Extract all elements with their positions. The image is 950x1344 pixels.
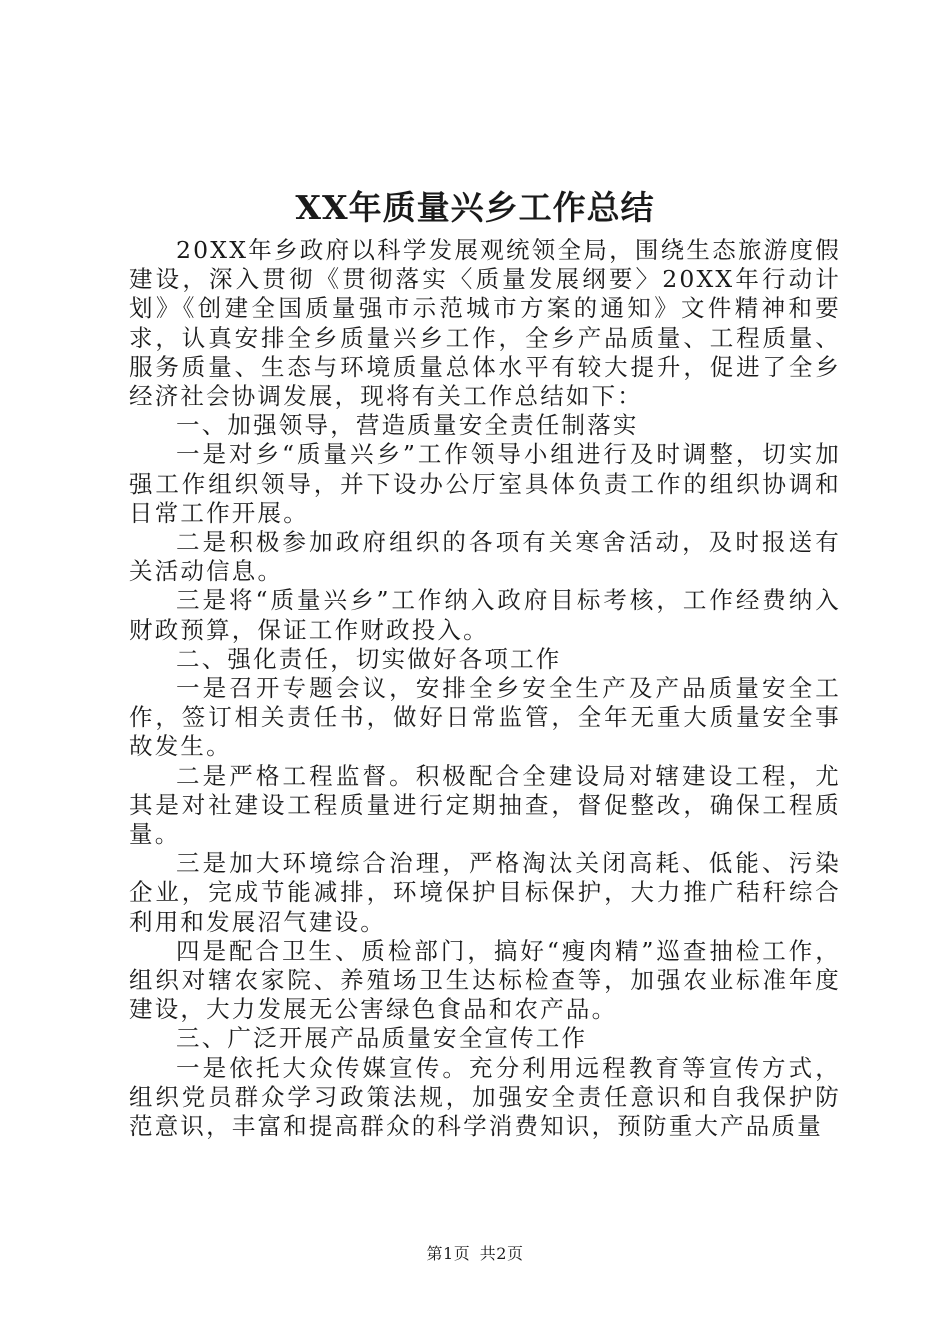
- paragraph: 一是依托大众传媒宣传。充分利用远程教育等宣传方式，组织党员群众学习政策法规，加强安全责任意识和自我保护防范意识，丰富和提高群众的科学消费知识，预防重大产品质量: [129, 1053, 841, 1141]
- page-number: 第1页: [426, 1244, 471, 1263]
- paragraph: 一是召开专题会议，安排全乡安全生产及产品质量安全工作，签订相关责任书，做好日常监管，全年无重大质量安全事故发生。: [129, 674, 841, 761]
- paragraph: 二是积极参加政府组织的各项有关寒舍活动，及时报送有关活动信息。: [129, 528, 841, 586]
- paragraph: 四是配合卫生、质检部门，搞好“瘦肉精”巡查抽检工作，组织对辖农家院、养殖场卫生达标检查等，加强农业标准年度建设，大力发展无公害绿色食品和农产品。: [129, 936, 841, 1024]
- section-heading-3: 三、广泛开展产品质量安全宣传工作: [176, 1024, 588, 1053]
- section-heading-2: 二、强化责任，切实做好各项工作: [176, 644, 562, 673]
- section-heading-1: 一、加强领导，营造质量安全责任制落实: [176, 411, 639, 440]
- paragraph: 三是加大环境综合治理，严格淘汰关闭高耗、低能、污染企业，完成节能减排，环境保护目标保护，大力推广秸秆综合利用和发展沼气建设。: [129, 849, 841, 936]
- paragraph-intro: 20XX年乡政府以科学发展观统领全局，围绕生态旅游度假建设，深入贯彻《贯彻落实〈质量发展纲要〉20XX年行动计划》《创建全国质量强市示范城市方案的通知》文件精神和要求，认真安排全乡质量兴乡工作，全乡产品质量、工程质量、服务质量、生态与环境质量总体水平有较大提升，促进了全乡经济社会协调发展，现将有关工作总结如下：: [129, 236, 841, 411]
- document-title: XX年质量兴乡工作总结: [295, 188, 655, 227]
- paragraph: 三是将“质量兴乡”工作纳入政府目标考核，工作经费纳入财政预算，保证工作财政投入。: [129, 586, 841, 644]
- paragraph: 二是严格工程监督。积极配合全建设局对辖建设工程，尤其是对社建设工程质量进行定期抽查，督促整改，确保工程质量。: [129, 761, 841, 849]
- document-body: [129, 236, 841, 1141]
- paragraph: 一是对乡“质量兴乡”工作领导小组进行及时调整，切实加强工作组织领导，并下设办公厅室具体负责工作的组织协调和日常工作开展。: [129, 440, 841, 527]
- page-total: 共2页: [479, 1244, 524, 1263]
- page-footer: [0, 1243, 950, 1265]
